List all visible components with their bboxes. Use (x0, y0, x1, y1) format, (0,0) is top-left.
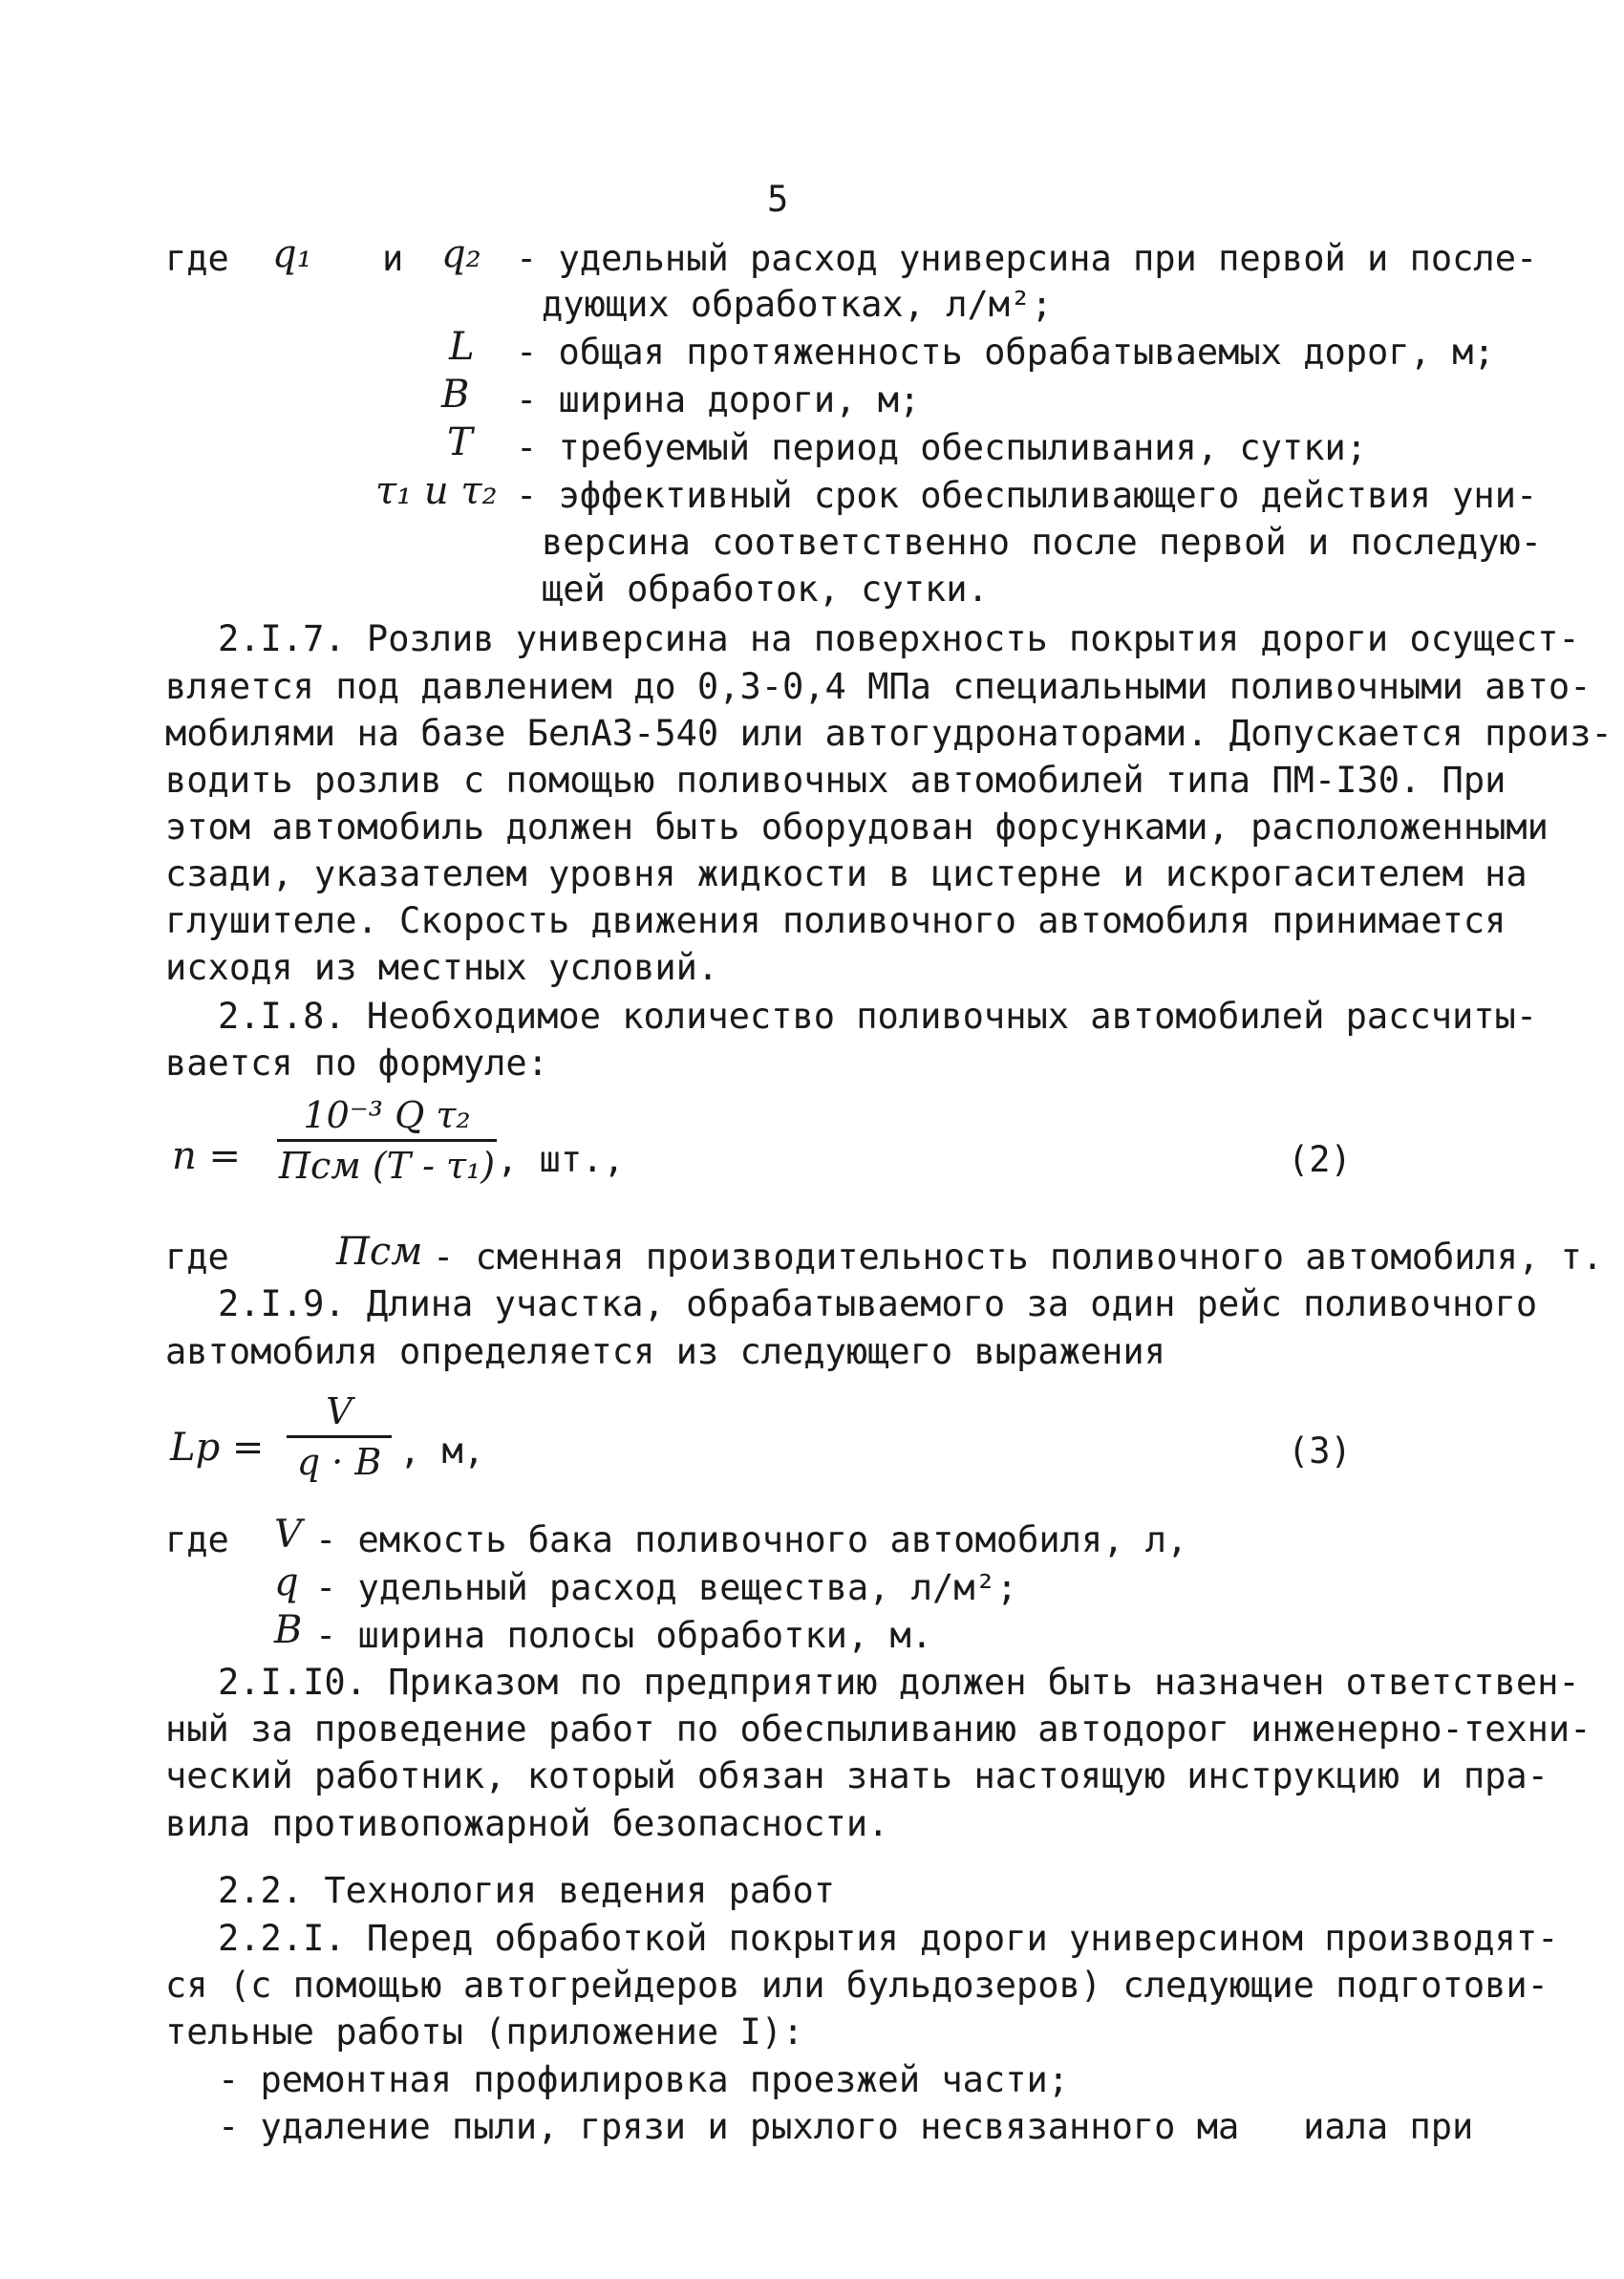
definition-line: - требуемый период обеспыливания, сутки; (516, 427, 1368, 468)
symbol-V: V (274, 1513, 302, 1557)
paragraph-line: тельные работы (приложение I): (165, 2011, 804, 2053)
definition-line: - эффективный срок обеспыливающего действия уни- (516, 475, 1538, 516)
paragraph-line: вается по формуле: (165, 1043, 548, 1084)
symbol-q1: q₁ (272, 232, 312, 276)
formula3-lhs: Lр = (170, 1426, 265, 1470)
paragraph-line: 2.I.8. Необходимое количество поливочных автомобилей рассчиты- (218, 996, 1538, 1037)
formula3-number: (3) (1288, 1430, 1352, 1472)
formula3-unit: , м, (399, 1430, 485, 1472)
definition-line: - общая протяженность обрабатываемых дорог, м; (516, 332, 1495, 373)
paragraph-line: этом автомобиль должен быть оборудован форсунками, расположенными (165, 806, 1549, 848)
fraction-bar (287, 1435, 392, 1438)
symbol-T: T (447, 420, 473, 464)
where-label: где (165, 238, 229, 279)
paragraph-line: 2.I.9. Длина участка, обрабатываемого за один рейс поливочного (218, 1283, 1538, 1324)
paragraph-line: автомобиля определяется из следующего выражения (165, 1331, 1165, 1372)
symbol-B: B (441, 373, 470, 417)
symbol-q2: q₂ (441, 232, 481, 276)
paragraph-line: мобилями на базе БелАЗ-540 или автогудронаторами. Допускается произ- (165, 713, 1613, 754)
definition-line: - удельный расход вещества, л/м²; (315, 1567, 1018, 1608)
formula3-numerator: V (326, 1390, 353, 1432)
symbol-pcm: Пcм (336, 1230, 423, 1274)
page-number: 5 (767, 179, 789, 220)
symbol-tau1-tau2: τ₁ и τ₂ (375, 469, 498, 513)
where-label: где (165, 1519, 229, 1560)
paragraph-line: 2.I.I0. Приказом по предприятию должен быть назначен ответствен- (218, 1662, 1580, 1703)
paragraph-line: вила противопожарной безопасности. (165, 1803, 889, 1844)
paragraph-line: глушителе. Скорость движения поливочного автомобиля принимается (165, 900, 1506, 941)
symbol-q: q (274, 1560, 299, 1604)
where-label: где (165, 1236, 229, 1278)
paragraph-line: ный за проведение работ по обеспыливанию автодорог инженерно-техни- (165, 1709, 1592, 1750)
symbol-B: B (274, 1608, 303, 1652)
fraction-bar (277, 1139, 497, 1142)
and-label: и (382, 238, 404, 279)
formula3-denominator: q · B (296, 1441, 382, 1483)
definition-line: - ширина полосы обработки, м. (315, 1615, 933, 1656)
paragraph-line: исходя из местных условий. (165, 947, 719, 988)
definition-line: версина соответственно после первой и последую- (542, 522, 1542, 563)
formula2-unit: , шт., (497, 1139, 625, 1180)
formula2-fraction (277, 1094, 497, 1187)
paragraph-line: вляется под давлением до 0,3-0,4 МПа специальными поливочными авто- (165, 666, 1592, 707)
paragraph-line: ческий работник, который обязан знать настоящую инструкцию и пра- (165, 1755, 1549, 1796)
paragraph-line: водить розлив с помощью поливочных автомобилей типа ПМ-I30. При (165, 760, 1506, 801)
paragraph-line: ся (с помощью автогрейдеров или бульдозеров) следующие подготови- (165, 1965, 1549, 2006)
definition-line: - сменная производительность поливочного автомобиля, т. (433, 1236, 1604, 1278)
formula2-denominator: Пcм (T - τ₁) (278, 1145, 496, 1187)
formula2-numerator: 10⁻³ Q τ₂ (303, 1094, 471, 1136)
formula2-number: (2) (1288, 1139, 1352, 1180)
definition-line: щей обработок, сутки. (542, 569, 989, 610)
list-item: - удаление пыли, грязи и рыхлого несвязанного ма иала при (218, 2106, 1474, 2147)
definition-line: дующих обработках, л/м²; (542, 284, 1053, 325)
paragraph-line: 2.I.7. Розлив универсина на поверхность покрытия дороги осущест- (218, 618, 1580, 659)
section-heading: 2.2. Технология ведения работ (218, 1870, 836, 1911)
paragraph-line: сзади, указателем уровня жидкости в цистерне и искрогасителем на (165, 853, 1528, 894)
formula2-lhs: n = (172, 1134, 241, 1178)
definition-line: - ширина дороги, м; (516, 379, 921, 420)
list-item: - ремонтная профилировка проезжей части; (218, 2059, 1070, 2100)
paragraph-line: 2.2.I. Перед обработкой покрытия дороги универсином производят- (218, 1918, 1559, 1959)
definition-line: - емкость бака поливочного автомобиля, л, (315, 1519, 1188, 1560)
definition-line: - удельный расход универсина при первой и после- (516, 238, 1538, 279)
formula3-fraction (287, 1390, 392, 1483)
symbol-L: L (449, 325, 475, 369)
